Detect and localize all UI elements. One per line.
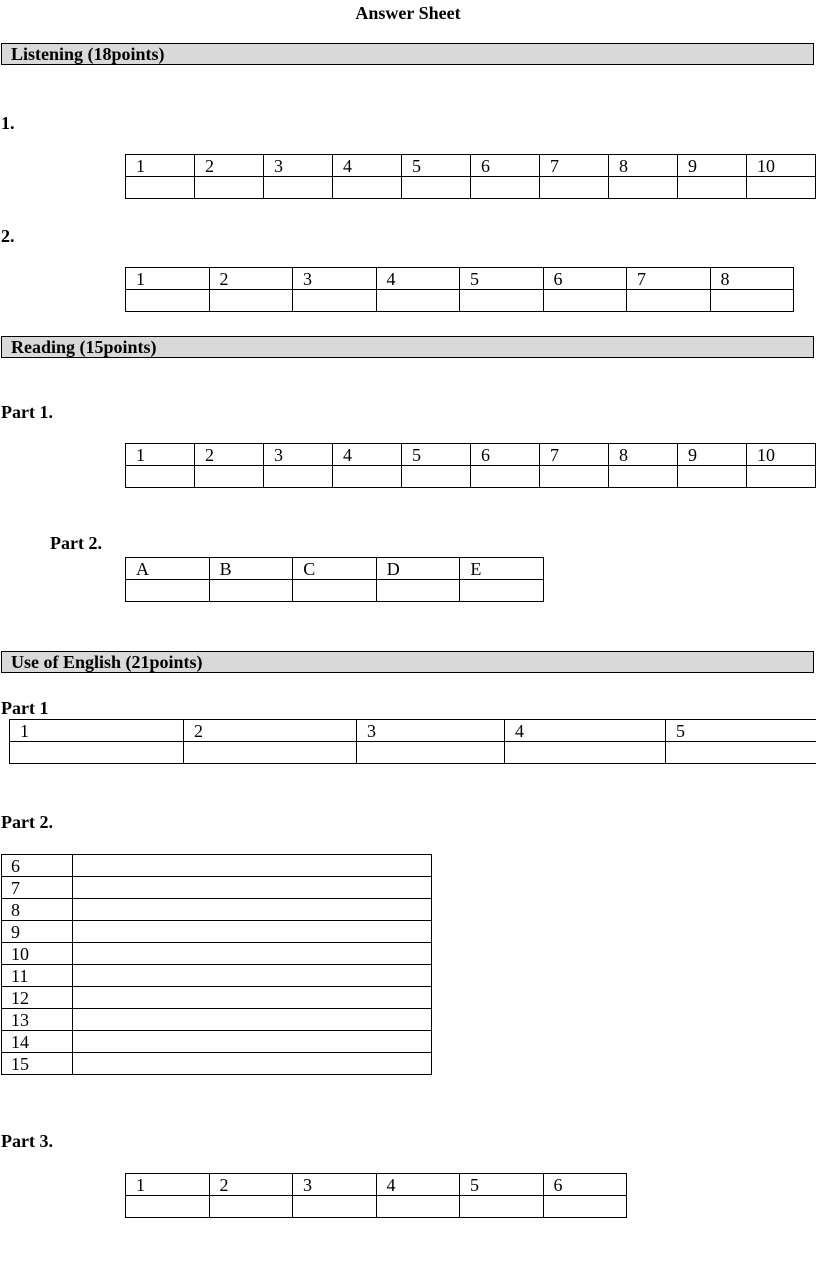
row-number: 14 (2, 1031, 73, 1053)
column-header: 4 (333, 155, 402, 177)
table-row (2, 921, 432, 943)
answer-cell[interactable] (209, 1196, 293, 1218)
answer-cell[interactable] (710, 290, 794, 312)
answer-cell[interactable] (678, 466, 747, 488)
table-header-row (126, 268, 794, 290)
answer-cell[interactable] (376, 1196, 460, 1218)
column-header: 3 (264, 444, 333, 466)
column-header: 8 (710, 268, 794, 290)
listening-section-header: Listening (18points) (1, 43, 814, 65)
column-header: 4 (333, 444, 402, 466)
answer-cell[interactable] (209, 290, 293, 312)
row-number: 6 (2, 855, 73, 877)
column-header: 8 (609, 444, 678, 466)
column-header: B (209, 558, 293, 580)
table-header-row (126, 558, 544, 580)
answer-cell[interactable] (747, 466, 816, 488)
answer-cell[interactable] (73, 899, 432, 921)
column-header: A (126, 558, 210, 580)
reading-part1-table (125, 443, 816, 488)
column-header: 5 (666, 720, 816, 742)
answer-cell[interactable] (540, 177, 609, 199)
table-row (2, 987, 432, 1009)
row-number: 11 (2, 965, 73, 987)
table-header-row (126, 444, 816, 466)
answer-cell[interactable] (293, 580, 377, 602)
column-header: 5 (402, 155, 471, 177)
answer-cell[interactable] (376, 580, 460, 602)
column-header: 3 (293, 268, 377, 290)
table-header-row (126, 155, 816, 177)
use-of-english-part2-table (1, 854, 432, 1075)
answer-cell[interactable] (543, 290, 627, 312)
column-header: 9 (678, 155, 747, 177)
answer-cell[interactable] (609, 466, 678, 488)
column-header: 6 (471, 444, 540, 466)
column-header: 2 (209, 268, 293, 290)
column-header: 2 (209, 1174, 293, 1196)
column-header: 2 (195, 444, 264, 466)
column-header: 7 (540, 444, 609, 466)
answer-cell[interactable] (357, 742, 505, 764)
answer-cell[interactable] (73, 943, 432, 965)
answer-row (126, 580, 544, 602)
answer-cell[interactable] (10, 742, 184, 764)
column-header: 8 (609, 155, 678, 177)
listening-task2-table (125, 267, 794, 312)
answer-cell[interactable] (376, 290, 460, 312)
answer-cell[interactable] (195, 466, 264, 488)
column-header: 10 (747, 155, 816, 177)
listening-task1-table (125, 154, 816, 199)
table-header-row (126, 1174, 627, 1196)
column-header: 4 (376, 268, 460, 290)
answer-cell[interactable] (293, 1196, 377, 1218)
reading-part2-label: Part 2. (50, 533, 102, 553)
column-header: 5 (402, 444, 471, 466)
column-header: 1 (126, 155, 195, 177)
column-header: 4 (505, 720, 666, 742)
answer-cell[interactable] (73, 1053, 432, 1075)
table-row (2, 965, 432, 987)
row-number: 12 (2, 987, 73, 1009)
answer-cell[interactable] (609, 177, 678, 199)
column-header: 5 (460, 1174, 544, 1196)
listening-task1-label: 1. (1, 113, 15, 133)
column-header: 1 (126, 444, 195, 466)
use-of-english-part2-label: Part 2. (1, 812, 53, 832)
answer-cell[interactable] (505, 742, 666, 764)
page-title: Answer Sheet (355, 3, 461, 23)
column-header: 2 (184, 720, 357, 742)
column-header: 6 (543, 1174, 627, 1196)
column-header: 1 (10, 720, 184, 742)
answer-cell[interactable] (460, 290, 544, 312)
answer-cell[interactable] (73, 1009, 432, 1031)
column-header: 5 (460, 268, 544, 290)
answer-cell[interactable] (333, 466, 402, 488)
answer-cell[interactable] (293, 290, 377, 312)
use-of-english-part1-label: Part 1 (1, 698, 49, 718)
row-number: 7 (2, 877, 73, 899)
table-row (2, 899, 432, 921)
answer-cell[interactable] (747, 177, 816, 199)
column-header: 4 (376, 1174, 460, 1196)
reading-section-header: Reading (15points) (1, 336, 814, 358)
answer-cell[interactable] (460, 580, 544, 602)
use-of-english-part1-table (9, 719, 816, 764)
column-header: 3 (357, 720, 505, 742)
use-of-english-part3-label: Part 3. (1, 1131, 53, 1151)
column-header: 1 (126, 268, 210, 290)
row-number: 8 (2, 899, 73, 921)
column-header: 6 (471, 155, 540, 177)
answer-row (126, 177, 816, 199)
table-header-row (10, 720, 816, 742)
answer-cell[interactable] (264, 177, 333, 199)
column-header: C (293, 558, 377, 580)
column-header: 6 (543, 268, 627, 290)
answer-cell[interactable] (126, 177, 195, 199)
column-header: 2 (195, 155, 264, 177)
column-header: 3 (293, 1174, 377, 1196)
row-number: 15 (2, 1053, 73, 1075)
answer-row (126, 1196, 627, 1218)
table-row (2, 1031, 432, 1053)
answer-cell[interactable] (184, 742, 357, 764)
answer-row (126, 466, 816, 488)
answer-cell[interactable] (73, 855, 432, 877)
column-header: 9 (678, 444, 747, 466)
column-header: 7 (627, 268, 711, 290)
table-row (2, 1053, 432, 1075)
answer-cell[interactable] (73, 877, 432, 899)
answer-row (126, 290, 794, 312)
answer-cell[interactable] (471, 466, 540, 488)
answer-cell[interactable] (126, 290, 210, 312)
row-number: 10 (2, 943, 73, 965)
column-header: 10 (747, 444, 816, 466)
reading-part2-table (125, 557, 544, 602)
table-row (2, 943, 432, 965)
column-header: 7 (540, 155, 609, 177)
answer-cell[interactable] (678, 177, 747, 199)
listening-task2-label: 2. (1, 226, 15, 246)
answer-cell[interactable] (195, 177, 264, 199)
column-header: 3 (264, 155, 333, 177)
answer-cell[interactable] (73, 965, 432, 987)
table-row (2, 1009, 432, 1031)
answer-cell[interactable] (73, 921, 432, 943)
answer-cell[interactable] (402, 466, 471, 488)
answer-cell[interactable] (402, 177, 471, 199)
answer-cell[interactable] (126, 1196, 210, 1218)
row-number: 9 (2, 921, 73, 943)
answer-cell[interactable] (460, 1196, 544, 1218)
reading-part1-label: Part 1. (1, 402, 53, 422)
column-header: 1 (126, 1174, 210, 1196)
table-row (2, 855, 432, 877)
answer-cell[interactable] (264, 466, 333, 488)
answer-cell[interactable] (543, 1196, 627, 1218)
answer-cell[interactable] (333, 177, 402, 199)
column-header: D (376, 558, 460, 580)
column-header: E (460, 558, 544, 580)
answer-cell[interactable] (666, 742, 816, 764)
answer-cell[interactable] (126, 466, 195, 488)
answer-cell[interactable] (73, 987, 432, 1009)
use-of-english-section-header: Use of English (21points) (1, 651, 814, 673)
row-number: 13 (2, 1009, 73, 1031)
answer-cell[interactable] (126, 580, 210, 602)
answer-cell[interactable] (209, 580, 293, 602)
table-row (2, 877, 432, 899)
answer-cell[interactable] (471, 177, 540, 199)
answer-cell[interactable] (627, 290, 711, 312)
answer-cell[interactable] (540, 466, 609, 488)
answer-row (10, 742, 816, 764)
use-of-english-part3-table (125, 1173, 627, 1218)
answer-cell[interactable] (73, 1031, 432, 1053)
